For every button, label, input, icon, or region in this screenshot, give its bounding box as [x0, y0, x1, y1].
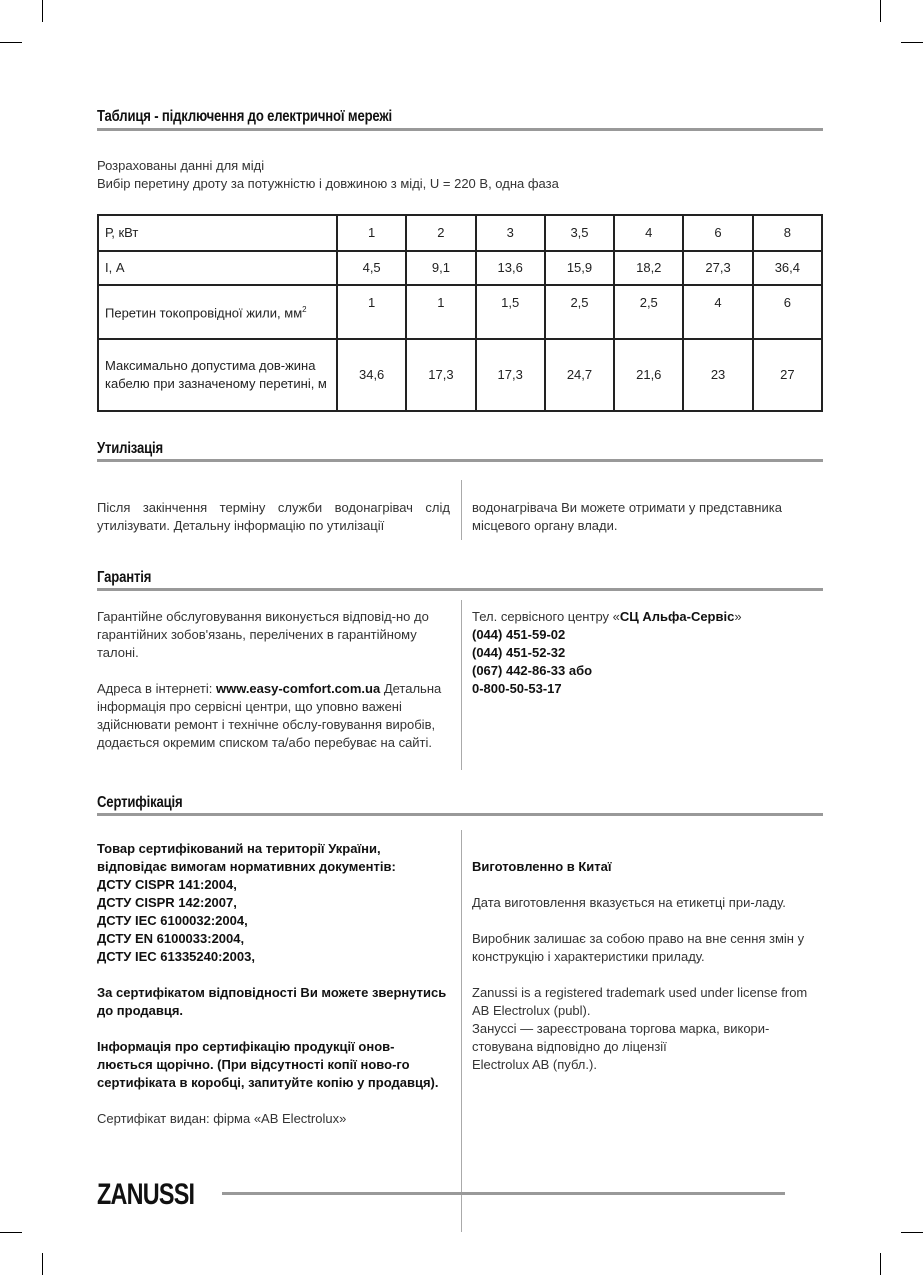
- row-label-text: Р, кВт: [105, 225, 139, 240]
- row-label: [98, 339, 337, 411]
- intro-line: Розрахованы данні для міді: [97, 158, 265, 173]
- table-cell: 2,5: [545, 285, 614, 339]
- warranty-left: [97, 608, 447, 770]
- table-intro: [97, 157, 559, 193]
- disposal-right: водонагрівача Ви можете отримати у представника місцевого органу влади.: [472, 500, 782, 533]
- trademark-ua: Зануссі — зареєстрована торгова марка, викори-стовувана відповідно до ліцензії: [472, 1021, 770, 1054]
- web-text: Детальна інформація про сервісні центри, що уповно важені здійснювати ремонт і технічне обслу-говування виробів, додається окремим списком та/або перебуває на сайті.: [97, 681, 442, 750]
- cert-text: За сертифікатом відповідності Ви можете звернутись до продавця.: [97, 985, 447, 1018]
- table-cell: 17,3: [476, 339, 545, 411]
- superscript: 2: [302, 305, 307, 315]
- table-cell: 2,5: [614, 285, 683, 339]
- cert-text: Дата виготовлення вказується на етикетці при-ладу.: [472, 895, 786, 910]
- disposal-left: Після закінчення терміну служби водонагрівач слід утилізувати. Детальну інформацію по утилізації: [97, 500, 450, 533]
- table-cell: 24,7: [545, 339, 614, 411]
- table-row: [98, 285, 822, 339]
- cert-issuer: Сертифікат видан: фірма «AB Electrolux»: [97, 1111, 347, 1126]
- cert-left: [97, 840, 447, 1146]
- table-cell: 6: [683, 215, 752, 251]
- table-cell: 1: [337, 215, 406, 251]
- table-cell: 8: [753, 215, 822, 251]
- made-in: Виготовленно в Китаї: [472, 859, 612, 874]
- table-cell: 15,9: [545, 251, 614, 285]
- cert-line: ДСТУ CISPR 142:2007,: [97, 895, 237, 910]
- table-cell: 6: [753, 285, 822, 339]
- cert-text: Інформація про сертифікацію продукції онов-люється щорічно. (При відсутності копії ново-го сертифіката в коробці, запитуйте копію у продавця).: [97, 1039, 439, 1090]
- service-label: Тел. сервісного центру «: [472, 609, 620, 624]
- table-cell: 9,1: [406, 251, 475, 285]
- table-row: [98, 251, 822, 285]
- table-cell: 27,3: [683, 251, 752, 285]
- phone: (044) 451-52-32: [472, 645, 566, 660]
- cert-line: ДСТУ EN 6100033:2004,: [97, 931, 245, 946]
- section-title-disposal: Утилізація: [97, 440, 164, 457]
- cable-table: [97, 214, 823, 412]
- table-cell: 23: [683, 339, 752, 411]
- column-divider: [461, 600, 462, 770]
- table-cell: 3: [476, 215, 545, 251]
- section-title-table: Таблиця - підключення до електричної мережі: [97, 108, 393, 125]
- cert-standards: [97, 840, 447, 966]
- table-cell: 34,6: [337, 339, 406, 411]
- cert-line: ДСТУ IEC 6100032:2004,: [97, 913, 248, 928]
- table-cell: 1: [337, 285, 406, 339]
- divider: [97, 588, 823, 591]
- divider: [97, 813, 823, 816]
- table-cell: 4,5: [337, 251, 406, 285]
- web-label: Адреса в інтернеті:: [97, 681, 216, 696]
- phone: (044) 451-59-02: [472, 627, 566, 642]
- table-cell: 17,3: [406, 339, 475, 411]
- row-label: [98, 215, 337, 251]
- table-cell: 36,4: [753, 251, 822, 285]
- service-name: СЦ Альфа-Сервіс: [619, 609, 735, 624]
- table-cell: 2: [406, 215, 475, 251]
- column-divider: [461, 480, 462, 540]
- quote: »: [734, 609, 742, 624]
- trademark-en: Zanussi is a registered trademark used under license from AB Electrolux (publ).: [472, 985, 808, 1018]
- zanussi-logo: ZANUSSI: [97, 1178, 195, 1211]
- phone: 0-800-50-53-17: [472, 681, 562, 696]
- section-title-warranty: Гарантія: [97, 569, 152, 586]
- phone: (067) 442-86-33 або: [472, 663, 593, 678]
- trademark-owner: Electrolux AB (публ.).: [472, 1057, 597, 1072]
- service-center: [472, 608, 825, 626]
- column-divider: [461, 830, 462, 1232]
- warranty-web: [97, 680, 447, 752]
- table-cell: 4: [614, 215, 683, 251]
- table-cell: 3,5: [545, 215, 614, 251]
- warranty-right: [472, 608, 825, 698]
- table-cell: 4: [683, 285, 752, 339]
- cert-line: ДСТУ IEC 61335240:2003,: [97, 949, 255, 964]
- table-row: [98, 215, 822, 251]
- table-cell: 1: [406, 285, 475, 339]
- table-cell: 18,2: [614, 251, 683, 285]
- divider: [97, 459, 823, 462]
- section-title-certification: Сертифікація: [97, 794, 183, 811]
- footer-rule: [222, 1192, 785, 1195]
- warranty-text: Гарантійне обслуговування виконується відповід-но до гарантійних зобов'язань, перелічених в гарантійному талоні.: [97, 609, 429, 660]
- cert-text: Виробник залишає за собою право на вне сення змін у конструкцію і характеристики приладу.: [472, 931, 805, 964]
- table-row: [98, 339, 822, 411]
- table-cell: 1,5: [476, 285, 545, 339]
- table-cell: 27: [753, 339, 822, 411]
- intro-line: Вибір перетину дроту за потужністю і довжиною з міді, U = 220 В, одна фаза: [97, 176, 559, 191]
- row-label-text: І, А: [105, 260, 125, 275]
- website-link[interactable]: www.easy-comfort.com.ua: [215, 681, 381, 696]
- table-cell: 13,6: [476, 251, 545, 285]
- row-label-text: Перетин токопровідної жили, мм: [105, 305, 303, 321]
- table-cell: 21,6: [614, 339, 683, 411]
- cert-line: ДСТУ CISPR 141:2004,: [97, 877, 237, 892]
- row-label-text: Максимально допустима дов-жина кабелю при зазначеному перетині, м: [105, 358, 327, 391]
- cert-right: [472, 858, 827, 1074]
- cert-line: Товар сертифікований на території України, відповідає вимогам нормативних документів:: [97, 841, 396, 874]
- divider: [97, 128, 823, 131]
- row-label: [98, 251, 337, 285]
- row-label: [98, 285, 337, 339]
